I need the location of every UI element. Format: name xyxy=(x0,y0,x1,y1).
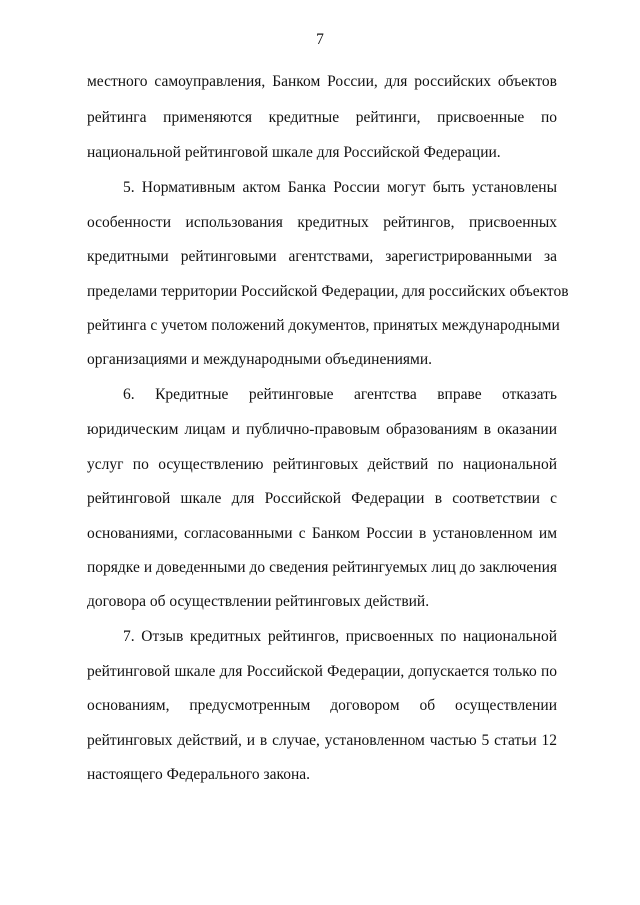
page-number: 7 xyxy=(316,31,324,48)
text-line: особенности использования кредитных рейтингов, присвоенных xyxy=(87,214,557,231)
text-line: местного самоуправления, Банком России, для российских объектов xyxy=(87,73,557,90)
text-line: настоящего Федерального закона. xyxy=(87,766,311,783)
text-line: основаниям, предусмотренным договором об осуществлении xyxy=(87,697,557,714)
text-line: порядке и доведенными до сведения рейтингуемых лиц до заключения xyxy=(87,559,557,576)
paragraph-5-first-line: 5. Нормативным актом Банка России могут быть установлены xyxy=(123,179,557,196)
text-line: рейтинговой шкале для Российской Федерации в соответствии с xyxy=(87,490,557,507)
text-line: основаниями, согласованными с Банком России в установленном им xyxy=(87,525,557,542)
paragraph-6-first-line: 6. Кредитные рейтинговые агентства вправе отказать xyxy=(123,386,557,403)
text-line: рейтинга применяются кредитные рейтинги, присвоенные по xyxy=(87,109,557,126)
text-line: услуг по осуществлению рейтинговых действий по национальной xyxy=(87,456,557,473)
text-line: национальной рейтинговой шкале для Российской Федерации. xyxy=(87,144,501,161)
text-line: пределами территории Российской Федерации, для российских объектов xyxy=(87,283,569,300)
text-line: рейтинговой шкале для Российской Федерации, допускается только по xyxy=(87,663,557,680)
text-line: юридическим лицам и публично-правовым образованиям в оказании xyxy=(87,421,557,438)
paragraph-7-first-line: 7. Отзыв кредитных рейтингов, присвоенных по национальной xyxy=(123,628,557,645)
text-line: организациями и международными объединениями. xyxy=(87,351,433,368)
text-line: рейтинговых действий, и в случае, установленном частью 5 статьи 12 xyxy=(87,732,557,749)
text-line: договора об осуществлении рейтинговых действий. xyxy=(87,593,430,610)
text-line: рейтинга с учетом положений документов, принятых международными xyxy=(87,317,560,334)
text-line: кредитными рейтинговыми агентствами, зарегистрированными за xyxy=(87,248,557,265)
